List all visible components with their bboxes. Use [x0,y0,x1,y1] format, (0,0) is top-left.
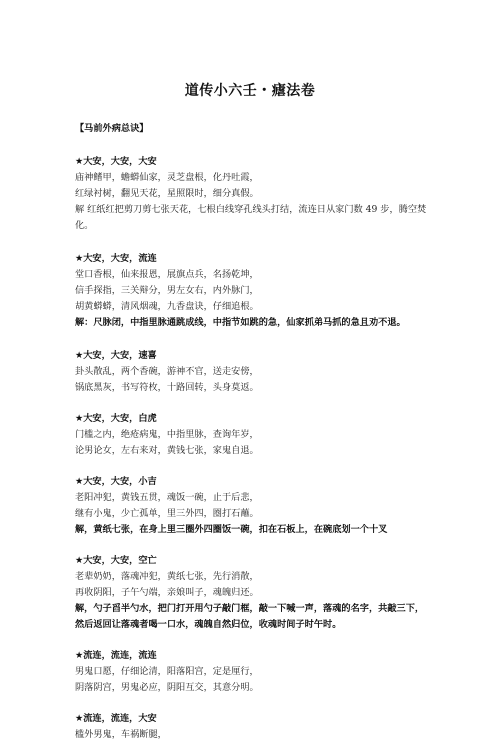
verse-explanation: 解 红纸红把剪刀剪七张天花，七根白线穿孔线头打结，流连日从家门数 49 步，腾空焚化。 [75,204,427,231]
spacer [75,633,427,648]
verse-header: ★流连，流连，大安 [75,713,157,724]
verse-line: 继有小鬼，少亡孤单，里三外四，圈打石蘸。 [75,508,259,519]
verse-line: 卦头散乱，两个香碗，游神不官，送走安傍， [75,366,259,377]
verse-line: 胡黄蟒蟒，清风烟魂，九香盘诀，仔细追根。 [75,301,259,312]
verse-line: 门槛之内，绝疮病鬼，中指里脉，查询年岁， [75,429,259,440]
verse-header: ★流连，流连，流连 [75,650,157,661]
verse-header: ★大安，大安，白虎 [75,413,157,424]
verse-header: ★大安，大安，速喜 [75,350,157,361]
verse-explanation: 解，勺子舀半勺水，把门打开用勺子敲门框，敲一下喊一声，落魂的名字，共敲三下，然后返回让落魂者喝一口水，魂魄自然归位，收魂时间子时午时。 [75,603,425,630]
verse-line: 阴落阴宫，男鬼必应，阴阳互交，其意分明。 [75,682,259,693]
spacer [75,137,427,154]
verse-header: ★大安，大安，小吉 [75,476,157,487]
spacer [75,538,427,553]
section-heading: 【马前外病总诀】 [75,123,149,134]
document-body [75,121,427,743]
spacer [75,696,427,711]
verse-line: 堂口香根，仙来报恩，展旗点兵，名扬乾坤， [75,269,259,280]
spacer [75,234,427,251]
verse-line: 庙神鳍甲，蟾蟒仙家，灵芝盘根，化丹吐霞， [75,172,259,183]
verse-line: 信手探指，三关辩分，男左女右，内外脉门， [75,285,259,296]
document-title: 道传小六壬・瘧法卷 [184,83,316,99]
verse-line: 红绿衬树，翻见天花，星照限时，细分真假。 [75,188,259,199]
verse-explanation: 解，黄纸七张，在身上里三圈外四圈饭一碗，扣在石板上，在碗底划一个十叉 [75,524,388,535]
verse-header: ★大安，大安，大安 [75,156,157,167]
verse-line: 槛外男鬼，车祸断腿， [75,729,167,740]
spacer [75,396,427,411]
verse-line: 锅底黑灰，书写符枚，十路回转，头身莫返。 [75,382,259,393]
verse-explanation: 解：尺脉闭，中指里脉通跳成线，中指节如跳的急，仙家抓弟马抓的急且劝不退。 [75,317,406,328]
verse-line: 再收阴阳，子午勺端，亲娘叫子，魂魄归还。 [75,587,259,598]
verse-line: 老阳冲犯，黄钱五贯，魂饭一碗，止于后悲， [75,492,259,503]
verse-line: 男鬼口愿，仔细论清，阳落阳宫，定是厘行， [75,666,259,677]
verse-header: ★大安，大安，流连 [75,253,157,264]
verse-line: 论男论女，左右来对，黄钱七张，家鬼自退。 [75,445,259,456]
verse-header: ★大安，大安，空亡 [75,555,157,566]
spacer [75,459,427,474]
spacer [75,331,427,348]
verse-line: 老辈奶奶，落魂冲犯，黄纸七张，先行消散， [75,571,259,582]
